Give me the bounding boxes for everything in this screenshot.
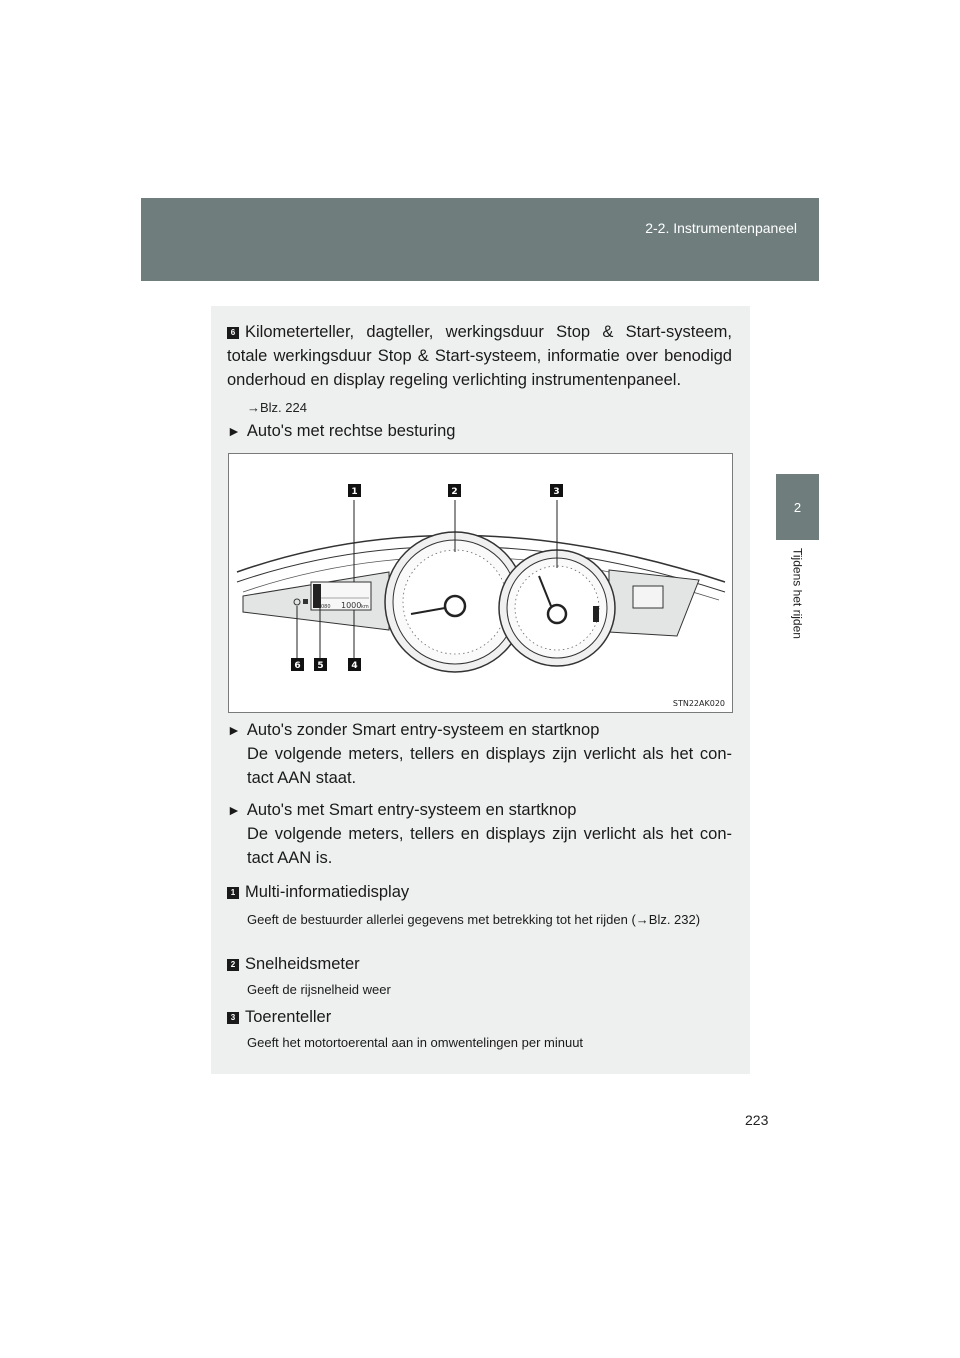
item-6-text: 6 Kilometerteller, dagteller, werkingsduur Stop & Start-systeem, totale werkingsduur Stop & Start-systeem, informatie over benodigd onderhoud en display regeling verlichting instrumentenpaneel. [227,323,732,389]
triangle-bullet-icon: ► [227,423,241,439]
no-smart-heading: ► Auto's zonder Smart entry-systeem en startknop [227,718,732,742]
item-2 [227,952,732,999]
item-3-desc: Geeft het motortoerental aan in omwentelingen per minuut [247,1035,584,1050]
marker-2: 2 [227,959,239,971]
lcd-odometer-readout: 1000 [341,601,362,610]
item-1-title: 1 Multi-informatiedisplay [227,880,732,904]
rhd-heading: ► Auto's met rechtse besturing [227,419,732,443]
triangle-bullet-icon: ► [227,722,241,738]
cluster-illustration [229,454,732,712]
lcd-unit: km [361,604,369,610]
svg-text:1: 1 [351,487,358,497]
item-2-desc: Geeft de rijsnelheid weer [247,982,391,997]
svg-text:5: 5 [317,661,324,671]
marker-3: 3 [227,1012,239,1024]
with-smart-section [227,798,732,870]
section-header [141,198,819,281]
section-title: 2-2. Instrumentenpaneel [645,220,797,236]
item-1 [227,880,732,929]
triangle-bullet-icon: ► [227,802,241,818]
no-smart-body: De volgende meters, tellers en displays zijn verlicht als het con-tact AAN staat. [247,745,732,787]
item-1-desc: Geeft de bestuurder allerlei gegevens met betrekking tot het rijden (→Blz. 232) [247,912,701,927]
chapter-label [776,548,819,668]
instrument-cluster-diagram [228,453,733,713]
with-smart-body: De volgende meters, tellers en displays zijn verlicht als het con-tact AAN is. [247,825,732,867]
item-2-title: 2 Snelheidsmeter [227,952,732,976]
chapter-label-text: Tijdens het rijden [790,548,805,639]
svg-text:3: 3 [553,487,560,497]
item-3 [227,1005,732,1052]
marker-6: 6 [227,327,239,339]
item-3-title: 3 Toerenteller [227,1005,732,1029]
svg-text:4: 4 [351,661,358,671]
marker-1: 1 [227,887,239,899]
indicator-square-icon [303,599,308,604]
lcd-small-readout: 080 [321,604,331,610]
item-6-ref: →Blz. 224 [247,400,307,415]
page-number: 223 [745,1112,769,1128]
no-smart-section [227,718,732,790]
svg-text:2: 2 [451,487,458,497]
svg-text:6: 6 [294,661,301,671]
chapter-tab: 2 [776,474,819,540]
with-smart-heading: ► Auto's met Smart entry-systeem en startknop [227,798,732,822]
item-6 [227,320,732,415]
figure-code: STN22AK020 [672,699,725,708]
